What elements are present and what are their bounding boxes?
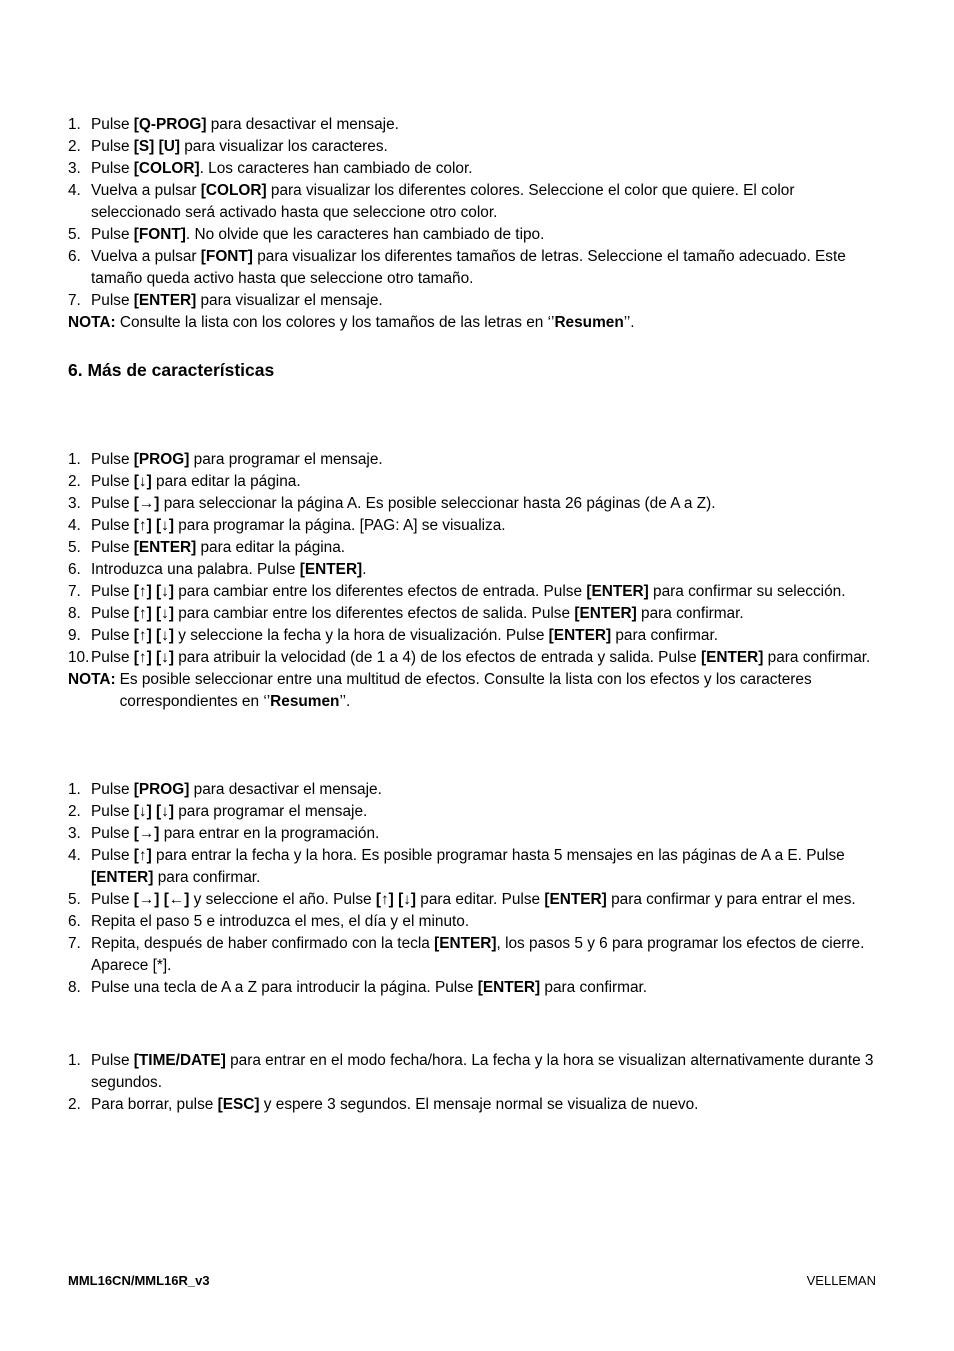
text-run: Pulse	[91, 627, 134, 644]
text-run: para confirmar.	[636, 605, 744, 622]
step-item	[68, 537, 888, 559]
step-number: 1.	[68, 116, 81, 133]
key-label: [ENTER]	[586, 583, 649, 600]
text-run: Pulse	[91, 517, 134, 534]
key-label: [COLOR]	[200, 182, 267, 199]
key-label: [ENTER]	[91, 869, 154, 886]
text-run: Pulse	[91, 847, 134, 864]
text-run: y espere 3 segundos. El mensaje normal se visualiza de nuevo.	[259, 1096, 699, 1113]
text-run: Pulse	[91, 825, 134, 842]
text-run: Es posible seleccionar entre una multitud de efectos. Consulte la lista con los efectos y los caracteres correspondientes en ‘’	[119, 671, 812, 710]
step-number: 1.	[68, 1052, 81, 1069]
text-run: Pulse	[91, 473, 134, 490]
text-run: para confirmar.	[611, 627, 719, 644]
nota-b	[68, 669, 888, 713]
key-label: [→]	[133, 495, 160, 512]
key-label: [↑] [↓]	[133, 583, 174, 600]
step-number: 7.	[68, 292, 81, 309]
step-number: 3.	[68, 825, 81, 842]
text-run: Pulse	[91, 781, 134, 798]
page-footer	[68, 1273, 876, 1288]
nota-a	[68, 312, 888, 334]
key-label: [ENTER]	[477, 979, 541, 996]
key-label: [ENTER]	[700, 649, 764, 666]
step-item	[68, 801, 888, 823]
step-number: 4.	[68, 182, 81, 199]
step-item	[68, 845, 888, 889]
step-item	[68, 515, 888, 537]
step-number: 6.	[68, 248, 81, 265]
text-run: para confirmar su selección.	[648, 583, 846, 600]
text-run: para programar la página. [PAG: A] se visualiza.	[173, 517, 506, 534]
text-run: .	[362, 561, 367, 578]
text-run: Pulse	[91, 138, 134, 155]
step-item	[68, 779, 888, 801]
text-run: para desactivar el mensaje.	[189, 781, 382, 798]
steps-list-c	[68, 779, 888, 999]
step-number: 6.	[68, 913, 81, 930]
step-item	[68, 911, 888, 933]
text-run: para desactivar el mensaje.	[206, 116, 399, 133]
key-label: [COLOR]	[133, 160, 200, 177]
step-number: 3.	[68, 160, 81, 177]
key-label: [TIME/DATE]	[133, 1052, 226, 1069]
step-number: 8.	[68, 605, 81, 622]
text-run: para programar el mensaje.	[173, 803, 368, 820]
key-label: [→]	[133, 825, 160, 842]
section-heading: 6. Más de características	[68, 360, 275, 380]
key-label: [↑] [↓]	[133, 605, 174, 622]
text-run: para visualizar los diferentes tamaños de letras. Seleccione el tamaño adecuado. Este tamaño queda activo hasta que seleccione otro tamaño.	[91, 248, 846, 287]
step-number: 9.	[68, 627, 81, 644]
nota-text	[116, 669, 888, 713]
step-number: 10.	[68, 649, 90, 666]
key-label: [↑] [↓]	[133, 517, 174, 534]
text-run: ’’.	[339, 693, 351, 710]
step-item	[68, 224, 888, 246]
key-label: [ENTER]	[548, 627, 612, 644]
text-run: Pulse	[91, 292, 134, 309]
text-run: Para borrar, pulse	[91, 1096, 218, 1113]
step-number: 2.	[68, 138, 81, 155]
step-item	[68, 114, 888, 136]
step-item	[68, 180, 888, 224]
text-run: Repita, después de haber confirmado con la tecla	[91, 935, 435, 952]
text-run: para visualizar el mensaje.	[196, 292, 383, 309]
text-run: Repita el paso 5 e introduzca el mes, el día y el minuto.	[91, 913, 470, 930]
key-label: [ENTER]	[434, 935, 497, 952]
step-item	[68, 1050, 888, 1094]
step-number: 8.	[68, 979, 81, 996]
step-number: 5.	[68, 539, 81, 556]
text-run: ’’.	[623, 314, 635, 331]
key-label: [→] [←]	[133, 891, 190, 908]
text-run: Pulse	[91, 583, 134, 600]
text-run: para entrar en la programación.	[159, 825, 380, 842]
text-run: Pulse	[91, 539, 134, 556]
key-label: [↓]	[133, 473, 152, 490]
step-item	[68, 290, 888, 312]
steps-list-d	[68, 1050, 888, 1116]
step-item	[68, 158, 888, 180]
text-run: Pulse	[91, 160, 134, 177]
step-number: 2.	[68, 803, 81, 820]
text-run: para editar la página.	[196, 539, 346, 556]
text-run: Pulse	[91, 649, 134, 666]
step-item	[68, 471, 888, 493]
text-run: Pulse	[91, 605, 134, 622]
step-number: 2.	[68, 1096, 81, 1113]
step-item	[68, 933, 888, 977]
step-item	[68, 1094, 888, 1116]
step-number: 3.	[68, 495, 81, 512]
text-run: Pulse	[91, 495, 134, 512]
step-item	[68, 449, 888, 471]
step-item	[68, 977, 888, 999]
key-label: [ENTER]	[574, 605, 637, 622]
key-label: [ENTER]	[133, 539, 197, 556]
key-label: [↑] [↓]	[133, 627, 174, 644]
text-run: Pulse	[91, 116, 134, 133]
text-run: para entrar la fecha y la hora. Es posible programar hasta 5 mensajes en las páginas de A a E. Pulse	[151, 847, 845, 864]
text-run: Introduzca una palabra. Pulse	[91, 561, 300, 578]
text-run: para confirmar y para entrar el mes.	[606, 891, 856, 908]
key-label: [ENTER]	[299, 561, 363, 578]
step-number: 4.	[68, 847, 81, 864]
footer-brand: VELLEMAN	[806, 1273, 876, 1288]
key-label: [ENTER]	[544, 891, 607, 908]
key-label: [S] [U]	[133, 138, 180, 155]
step-number: 2.	[68, 473, 81, 490]
text-run: para confirmar.	[153, 869, 261, 886]
key-label: [ENTER]	[133, 292, 197, 309]
key-label: [↑] [↓]	[133, 649, 174, 666]
text-run: Pulse	[91, 803, 134, 820]
step-item	[68, 889, 888, 911]
text-run: Pulse	[91, 451, 134, 468]
manual-page	[68, 114, 888, 1116]
step-item	[68, 559, 888, 581]
key-label: Resumen	[554, 314, 624, 331]
text-run: Pulse	[91, 1052, 134, 1069]
key-label: [↑] [↓]	[375, 891, 417, 908]
steps-list-b	[68, 449, 888, 669]
step-item	[68, 647, 888, 669]
key-label: [PROG]	[133, 781, 190, 798]
key-label: [FONT]	[133, 226, 186, 243]
step-number: 1.	[68, 781, 81, 798]
text-run: para editar la página.	[151, 473, 301, 490]
step-number: 7.	[68, 583, 81, 600]
key-label: Resumen	[270, 693, 340, 710]
step-item	[68, 823, 888, 845]
step-number: 4.	[68, 517, 81, 534]
text-run: para visualizar los caracteres.	[179, 138, 388, 155]
key-label: [↓] [↓]	[133, 803, 174, 820]
text-run: Vuelva a pulsar	[91, 182, 201, 199]
text-run: y seleccione la fecha y la hora de visualización. Pulse	[173, 627, 549, 644]
text-run: para confirmar.	[763, 649, 871, 666]
steps-list-a	[68, 114, 888, 312]
text-run: , los pasos 5 y 6 para programar los efectos de cierre. Aparece [*].	[91, 935, 865, 974]
text-run: para cambiar entre los diferentes efectos de salida. Pulse	[173, 605, 575, 622]
text-run: Pulse una tecla de A a Z para introducir la página. Pulse	[91, 979, 478, 996]
step-number: 7.	[68, 935, 81, 952]
step-number: 1.	[68, 451, 81, 468]
text-run: Pulse	[91, 226, 134, 243]
step-item	[68, 136, 888, 158]
step-number: 6.	[68, 561, 81, 578]
nota-label: NOTA:	[68, 671, 116, 688]
key-label: NOTA:	[68, 314, 116, 331]
key-label: [FONT]	[200, 248, 253, 265]
text-run: para visualizar los diferentes colores. Seleccione el color que quiere. El color seleccionado será activado hasta que seleccione otro color.	[91, 182, 795, 221]
step-item	[68, 625, 888, 647]
text-run: para atribuir la velocidad (de 1 a 4) de los efectos de entrada y salida. Pulse	[173, 649, 701, 666]
key-label: [↑]	[133, 847, 152, 864]
step-item	[68, 603, 888, 625]
key-label: [ESC]	[217, 1096, 260, 1113]
text-run: Consulte la lista con los colores y los tamaños de las letras en ‘’	[115, 314, 555, 331]
text-run: para seleccionar la página A. Es posible seleccionar hasta 26 páginas (de A a Z).	[159, 495, 716, 512]
text-run: Pulse	[91, 891, 134, 908]
text-run: . Los caracteres han cambiado de color.	[199, 160, 473, 177]
text-run: y seleccione el año. Pulse	[189, 891, 376, 908]
text-run: para confirmar.	[540, 979, 648, 996]
text-run: para cambiar entre los diferentes efectos de entrada. Pulse	[173, 583, 587, 600]
step-number: 5.	[68, 891, 81, 908]
step-item	[68, 493, 888, 515]
text-run: para editar. Pulse	[416, 891, 545, 908]
text-run: para entrar en el modo fecha/hora. La fecha y la hora se visualizan alternativamente durante 3 segundos.	[91, 1052, 874, 1091]
step-item	[68, 581, 888, 603]
text-run: . No olvide que les caracteres han cambiado de tipo.	[185, 226, 545, 243]
step-number: 5.	[68, 226, 81, 243]
footer-model: MML16CN/MML16R_v3	[68, 1273, 210, 1288]
key-label: [Q-PROG]	[133, 116, 207, 133]
text-run: para programar el mensaje.	[189, 451, 383, 468]
key-label: [PROG]	[133, 451, 190, 468]
text-run: Vuelva a pulsar	[91, 248, 201, 265]
step-item	[68, 246, 888, 290]
